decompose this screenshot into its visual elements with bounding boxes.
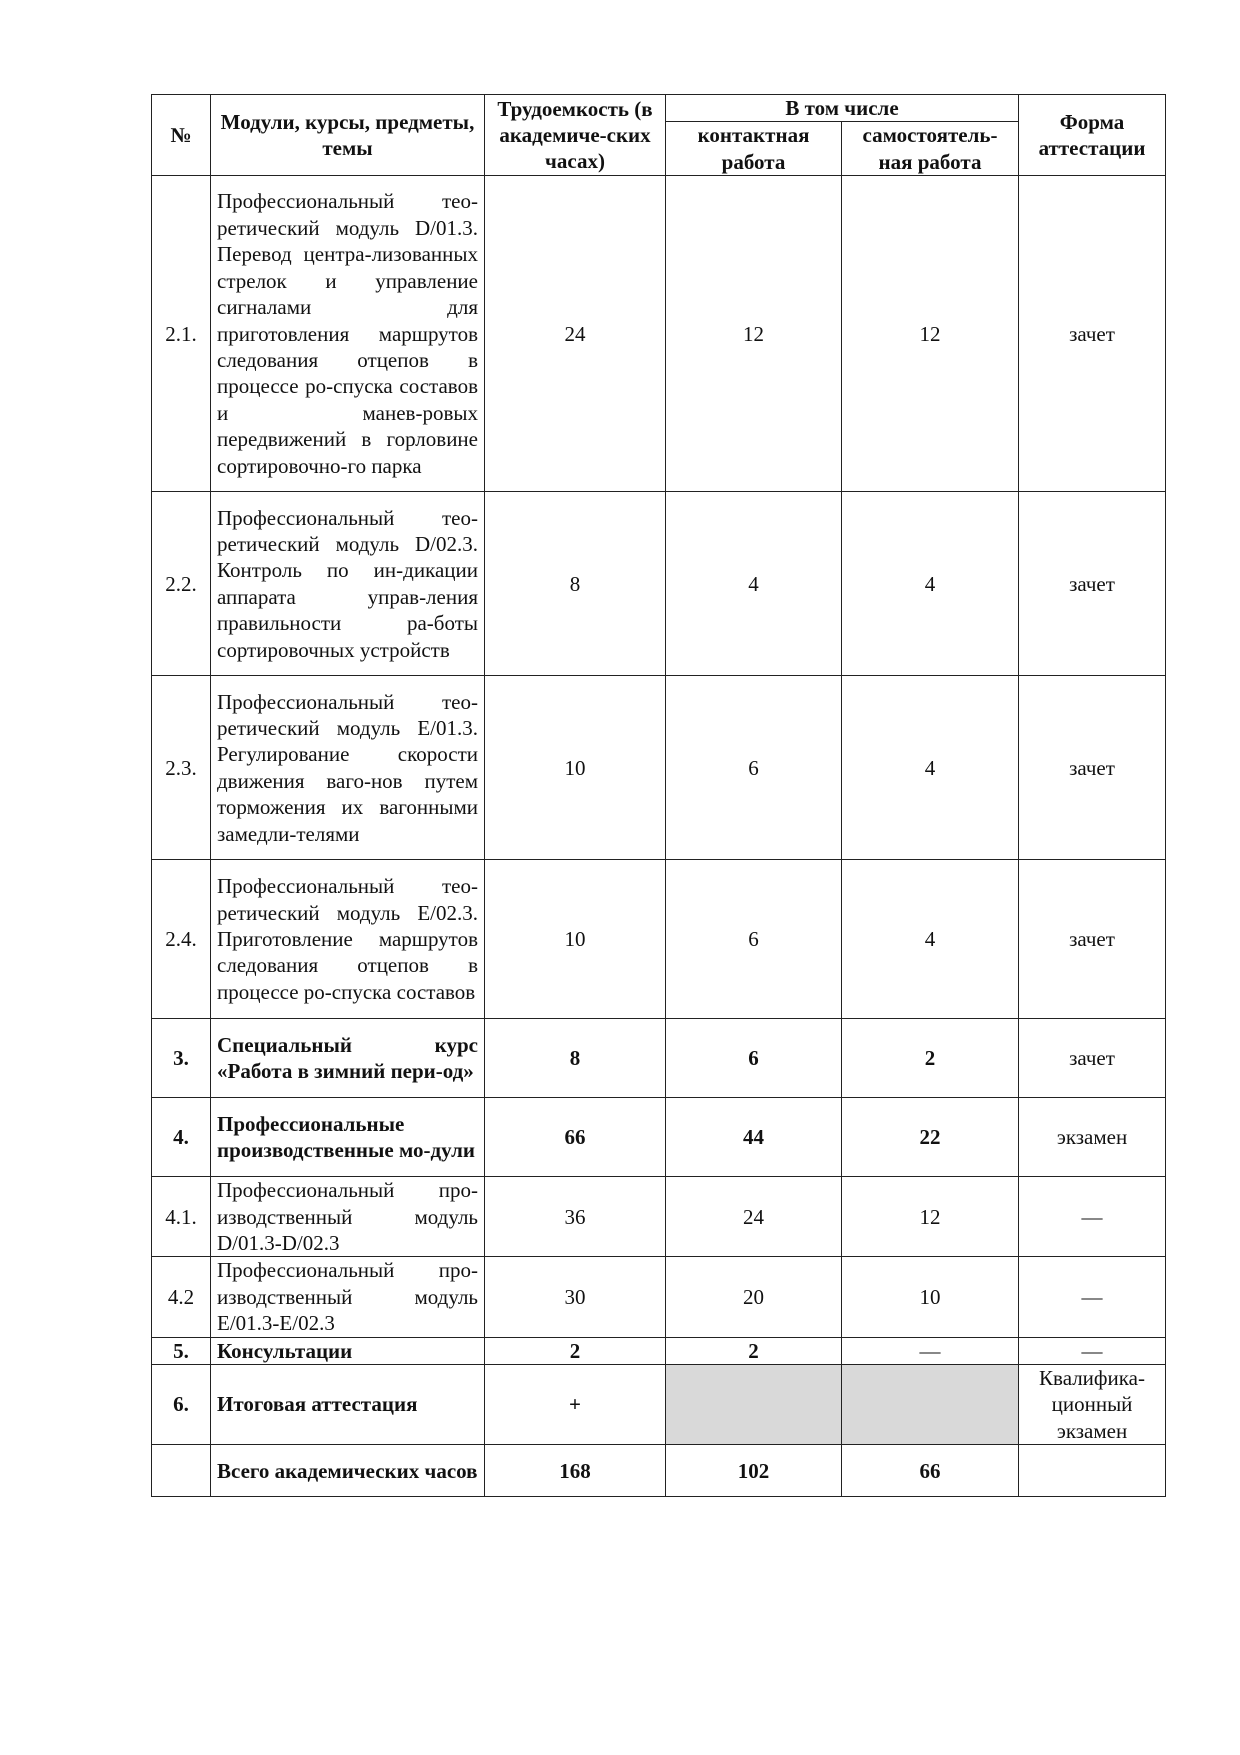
row-total: 168 xyxy=(485,1445,666,1497)
header-form: Форма аттестации xyxy=(1019,95,1166,176)
row-self: 66 xyxy=(842,1445,1019,1497)
table-row xyxy=(152,492,1166,676)
table-row xyxy=(152,1337,1166,1364)
row-contact: 102 xyxy=(666,1445,842,1497)
row-total: 24 xyxy=(485,176,666,492)
row-self: — xyxy=(842,1337,1019,1364)
row-num: 2.1. xyxy=(152,176,211,492)
row-contact: 6 xyxy=(666,1019,842,1098)
row-contact: 4 xyxy=(666,492,842,676)
row-num: 5. xyxy=(152,1337,211,1364)
header-num: № xyxy=(152,95,211,176)
row-num: 4.2 xyxy=(152,1257,211,1337)
table-row xyxy=(152,1177,1166,1257)
row-name: Итоговая аттестация xyxy=(211,1365,485,1445)
table-row xyxy=(152,1098,1166,1177)
row-name: Консультации xyxy=(211,1337,485,1364)
row-self: 12 xyxy=(842,176,1019,492)
row-self-shaded xyxy=(842,1365,1019,1445)
row-num: 4. xyxy=(152,1098,211,1177)
row-contact: 20 xyxy=(666,1257,842,1337)
table-row xyxy=(152,676,1166,860)
table-row xyxy=(152,1257,1166,1337)
row-form: зачет xyxy=(1019,492,1166,676)
row-form: — xyxy=(1019,1177,1166,1257)
row-total: 10 xyxy=(485,676,666,860)
row-contact: 44 xyxy=(666,1098,842,1177)
row-self: 4 xyxy=(842,860,1019,1019)
row-num: 2.4. xyxy=(152,860,211,1019)
row-name: Профессиональный тео-ретический модуль D/02.3. Контроль по ин-дикации аппарата управ-ления правильности ра-боты сортировочных устройств xyxy=(211,492,485,676)
row-name: Всего академических часов xyxy=(211,1445,485,1497)
row-self: 2 xyxy=(842,1019,1019,1098)
row-name: Профессиональный про-изводственный модуль D/01.3-D/02.3 xyxy=(211,1177,485,1257)
row-self: 4 xyxy=(842,492,1019,676)
row-form: — xyxy=(1019,1337,1166,1364)
row-name: Специальный курс «Работа в зимний пери-од» xyxy=(211,1019,485,1098)
row-contact: 12 xyxy=(666,176,842,492)
table-row xyxy=(152,1365,1166,1445)
row-name: Профессиональный про-изводственный модуль E/01.3-E/02.3 xyxy=(211,1257,485,1337)
row-form: зачет xyxy=(1019,676,1166,860)
table-row xyxy=(152,176,1166,492)
row-name: Профессиональные производственные мо-дули xyxy=(211,1098,485,1177)
row-num: 3. xyxy=(152,1019,211,1098)
row-num: 6. xyxy=(152,1365,211,1445)
row-name: Профессиональный тео-ретический модуль E/01.3. Регулирование скорости движения ваго-нов путем торможения их вагонными замедли-телями xyxy=(211,676,485,860)
header-contact: контактная работа xyxy=(666,122,842,176)
row-form: зачет xyxy=(1019,1019,1166,1098)
header-including: В том числе xyxy=(666,95,1019,122)
row-self: 12 xyxy=(842,1177,1019,1257)
row-contact-shaded xyxy=(666,1365,842,1445)
row-contact: 24 xyxy=(666,1177,842,1257)
row-form: Квалифика-ционный экзамен xyxy=(1019,1365,1166,1445)
table-row xyxy=(152,1019,1166,1098)
table-total-row xyxy=(152,1445,1166,1497)
header-self: самостоятель-ная работа xyxy=(842,122,1019,176)
row-num: 2.2. xyxy=(152,492,211,676)
curriculum-table xyxy=(151,94,1166,1497)
row-self: 10 xyxy=(842,1257,1019,1337)
table-header-row xyxy=(152,95,1166,122)
row-form: зачет xyxy=(1019,860,1166,1019)
table-row xyxy=(152,860,1166,1019)
row-total: 36 xyxy=(485,1177,666,1257)
row-form: экзамен xyxy=(1019,1098,1166,1177)
row-total: + xyxy=(485,1365,666,1445)
header-modules: Модули, курсы, предметы, темы xyxy=(211,95,485,176)
row-num: 4.1. xyxy=(152,1177,211,1257)
row-contact: 6 xyxy=(666,676,842,860)
row-total: 8 xyxy=(485,492,666,676)
row-total: 2 xyxy=(485,1337,666,1364)
row-name: Профессиональный тео-ретический модуль E/02.3. Приготовление маршрутов следования отцепов в процессе ро-спуска составов xyxy=(211,860,485,1019)
row-total: 10 xyxy=(485,860,666,1019)
row-total: 8 xyxy=(485,1019,666,1098)
row-contact: 6 xyxy=(666,860,842,1019)
row-form: зачет xyxy=(1019,176,1166,492)
row-name: Профессиональный тео-ретический модуль D/01.3. Перевод центра-лизованных стрелок и управление сигналами для приготовления маршрутов следования отцепов в процессе ро-спуска составов и манев-ровых передвижений в горловине сортировочно-го парка xyxy=(211,176,485,492)
row-self: 4 xyxy=(842,676,1019,860)
row-total: 30 xyxy=(485,1257,666,1337)
header-labor: Трудоемкость (в академиче-ских часах) xyxy=(485,95,666,176)
row-self: 22 xyxy=(842,1098,1019,1177)
row-total: 66 xyxy=(485,1098,666,1177)
row-form xyxy=(1019,1445,1166,1497)
row-contact: 2 xyxy=(666,1337,842,1364)
row-num: 2.3. xyxy=(152,676,211,860)
row-num xyxy=(152,1445,211,1497)
row-form: — xyxy=(1019,1257,1166,1337)
